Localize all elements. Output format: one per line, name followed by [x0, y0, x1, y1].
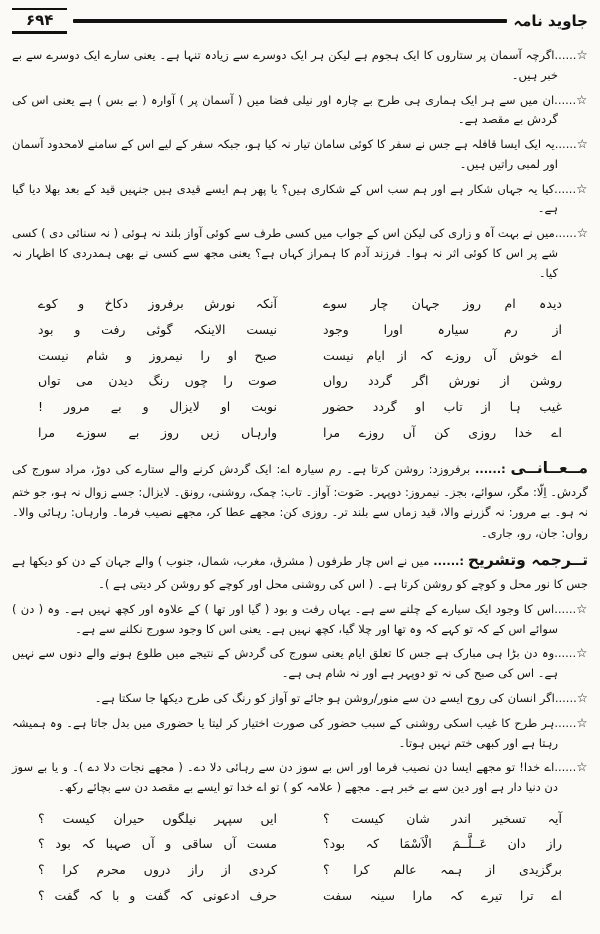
paragraph-text: اے خدا! تو مجھے ایسا دن نصیب فرما اور اس بے سوز دن سے رہائی دلا دے۔ ( مجھے نجات دلا دے )۔ و یا بے سوز دن دنیا دار ہے اور دین سے بے خبر ہے۔ مجھے ( علامہ کو ) تو اے خدا تو ایسے بے مقصد دن سے بچائے رکھ۔ [12, 760, 558, 795]
hemistich-second: مست آں ساقی و آں صہبا کہ بود ؟ [38, 836, 277, 852]
couplet [38, 831, 562, 857]
hemistich-second: صوت را چوں رنگ دیدن می تواں [38, 373, 277, 389]
hemistich-first: از رم سیارہ اورا وجود [323, 322, 562, 338]
dotted-leader: ...... [554, 601, 577, 616]
hemistich-second: حرف ادعونی کہ گفت و با کہ گفت ؟ [38, 887, 277, 903]
couplet [38, 806, 562, 832]
hemistich-first: اے خدا روزی کن آں روزے مرا [323, 424, 562, 440]
hemistich-second: آنکہ نورش برفروز دکاخ و کوے [38, 296, 277, 312]
commentary-paragraph [12, 133, 588, 175]
tarjuma-heading: تــرجمہ وتشریح [467, 550, 589, 569]
hemistich-first: غیب ہا از تاب او گردد حضور [323, 398, 562, 414]
couplet [38, 368, 562, 394]
hemistich-second: صبح او را نیمروز و شام نیست [38, 347, 277, 363]
maani-text: برفروزد: روشن کرتا ہے۔ رم سیارہ اے: ایک گردش کرنے والے ستارے کی دوڑ، مراد سورج کی گردش۔ اِلّا: مگر، سوائے، بجز۔ نیمروز: دوپہر۔ صَوت: آواز۔ تاب: چمک، روشنی، رونق۔ لایزال: جسے زوال نہ ہو، جو ختم نہ ہو۔ بے مرور: نہ گزرنے والا، قید زماں سے بلند تر۔ روزی کن: مجھے عطا کر، مجھے نصیب فرما۔ وارہاں: رہائی والا۔ رواں: جان، رو، جاری۔ [12, 462, 588, 540]
star-bullet-icon: ☆ [576, 689, 588, 705]
hemistich-first: اے ترا تیرے کہ مارا سینہ سفت [323, 887, 562, 903]
paragraph-text: ہر طرح کا غیب اسکی روشنی کے سبب حضور کی صورت اختیار کر لیتا یا حضوری میں بدل جاتا ہے۔ وہ ہمیشہ رہتا ہے اور کبھی ختم نہیں ہوتا۔ [12, 715, 558, 750]
star-bullet-icon: ☆ [576, 714, 588, 730]
paragraph-text: وہ دن بڑا ہی مبارک ہے جس کا تعلق ایام یعنی سورج کی گردش کے نتیجے میں طلوع ہونے والے دنوں سے نہیں ہے۔ اس کی صبح کی نہ تو دوپہر ہے اور نہ شام ہی ہے۔ [12, 646, 558, 681]
hemistich-second: ایں سپہر نیلگوں حیران کیست ؟ [38, 810, 277, 826]
dotted-leader: ...... [554, 137, 577, 152]
maani-section [12, 455, 588, 543]
star-bullet-icon: ☆ [576, 47, 588, 62]
star-bullet-icon: ☆ [576, 759, 588, 775]
hemistich-second: کردی از راز دروں محرم کرا ؟ [38, 862, 277, 878]
star-bullet-icon: ☆ [576, 136, 588, 152]
book-title: جاوید نامہ [513, 12, 588, 30]
maani-separator: :...... [474, 462, 506, 477]
couplet [38, 343, 562, 369]
star-bullet-icon: ☆ [576, 180, 588, 196]
commentary-paragraph [12, 687, 588, 709]
commentary-paragraph [12, 756, 588, 798]
hemistich-second: نیست الاینکہ گوئی رفت و بود [38, 322, 277, 338]
couplet [38, 291, 562, 317]
hemistich-first: روشن از نورش اگر گردد رواں [323, 373, 562, 389]
couplet [38, 317, 562, 343]
paragraph-text: یہ ایک ایسا قافلہ ہے جس نے سفر کا کوئی سامان تیار نہ کیا ہو، جبکہ سفر کے لیے اس کے سامنے لامحدود آسمان اور لمبی راتیں ہیں۔ [12, 137, 558, 171]
commentary-paragraph [12, 178, 588, 220]
commentary-paragraph [12, 712, 588, 754]
star-bullet-icon: ☆ [576, 91, 588, 107]
dotted-leader: ...... [554, 690, 577, 705]
hemistich-second: وارہاں زیں روز بے سوزے مرا [38, 424, 277, 440]
star-bullet-icon: ☆ [576, 225, 588, 241]
hemistich-first: برگزیدی از ہمہ عالم کرا ؟ [323, 862, 562, 878]
couplet [38, 883, 562, 909]
paragraph-text: کیا یہ جہاں شکار ہے اور ہم سب اس کے شکاری ہیں؟ یا پھر ہم ایسے قیدی ہیں جنہیں قید کے بعد بھلا دیا گیا ہے۔ [12, 181, 558, 216]
dotted-leader: ...... [554, 48, 577, 62]
persian-couplets-block-2 [12, 806, 588, 909]
persian-couplets-block-1 [12, 291, 588, 445]
dotted-leader: ...... [554, 181, 577, 196]
maani-heading: مــعــانــی [510, 459, 589, 478]
commentary-paragraph [12, 44, 588, 86]
couplet [38, 394, 562, 420]
paragraph-text: اس کا وجود ایک سیارے کے چلنے سے ہے۔ یہاں رفت و بود ( گیا اور تھا ) کے علاوہ اور کچھ نہیں ہے۔ وہ ( دن ) سوائے اس کے کہ تو کہے کہ وہ تھا اور چلا گیا، کچھ نہیں ہے۔ یعنی اس کا وجود سورج نکلنے سے ہے۔ [12, 601, 558, 636]
paragraph-text: میں نے بہت آہ و زاری کی لیکن اس کے جواب میں کسی طرف سے کوئی آواز بلند نہ ہوئی ( نہ سنائی دی ) کسی شے پر اس کا کوئی اثر نہ ہوا۔ فرزند آدم کا ہمراز کہاں ہے؟ یعنی مجھ سے کسی نے بھی ہمدردی کا اظہار نہ کیا۔ [12, 226, 558, 280]
dotted-leader: ...... [554, 646, 577, 661]
star-bullet-icon: ☆ [576, 645, 588, 661]
hemistich-first: آیہ تسخیر اندر شان کیست ؟ [323, 810, 562, 826]
hemistich-second: نوبت او لایزال و بے مرور ! [38, 398, 277, 414]
dotted-leader: ...... [554, 226, 577, 241]
paragraph-text: اگرچہ آسمان پر ستاروں کا ایک ہجوم ہے لیکن ہر ایک دوسرے سے زیادہ تنہا ہے۔ یعنی سارے ایک دوسرے سے بے خبر ہیں۔ [12, 48, 558, 82]
page-number: ۶۹۴ [12, 8, 67, 34]
commentary-paragraph [12, 598, 588, 640]
hemistich-first: راز دان عَــلَّــمَ الْاَسْمَا کہ بود؟ [323, 836, 562, 852]
couplet [38, 857, 562, 883]
commentary-paragraph [12, 642, 588, 684]
couplet [38, 420, 562, 446]
commentary-paragraph [12, 89, 588, 131]
tarjuma-section [12, 547, 588, 594]
paragraph-text: ان میں سے ہر ایک ہماری ہی طرح بے چارہ اور نیلی فضا میں ( آسمان پر ) آوارہ ( بے بس ) ہے یعنی اس کی گردش بے مقصد ہے۔ [12, 92, 558, 127]
tarjuma-text: میں نے اس چار طرفوں ( مشرق، مغرب، شمال، جنوب ) والے جہان کے دن کو دیکھا ہے جس کا نور محل و کوچے کو روشن کرتا ہے۔ ( اس کی روشنی محل اور کوچے کو روشن کر دیتی ہے )۔ [12, 553, 588, 591]
commentary-paragraph [12, 222, 588, 283]
tarjuma-separator: :...... [433, 553, 465, 568]
hemistich-first: اے خوش آں روزے کہ از ایام نیست [323, 347, 562, 363]
dotted-leader: ...... [554, 92, 577, 107]
paragraph-text: اگر انسان کی روح ایسے دن سے منور/روشن ہو جائے تو آواز کو رنگ کی طرح دیکھا جا سکتا ہے۔ [94, 690, 555, 705]
dotted-leader: ...... [554, 760, 577, 775]
header-rule [73, 19, 507, 23]
page-header [12, 8, 588, 34]
star-bullet-icon: ☆ [576, 600, 588, 616]
hemistich-first: دیدہ ام روز جہان چار سوے [323, 296, 562, 312]
dotted-leader: ...... [554, 715, 577, 730]
